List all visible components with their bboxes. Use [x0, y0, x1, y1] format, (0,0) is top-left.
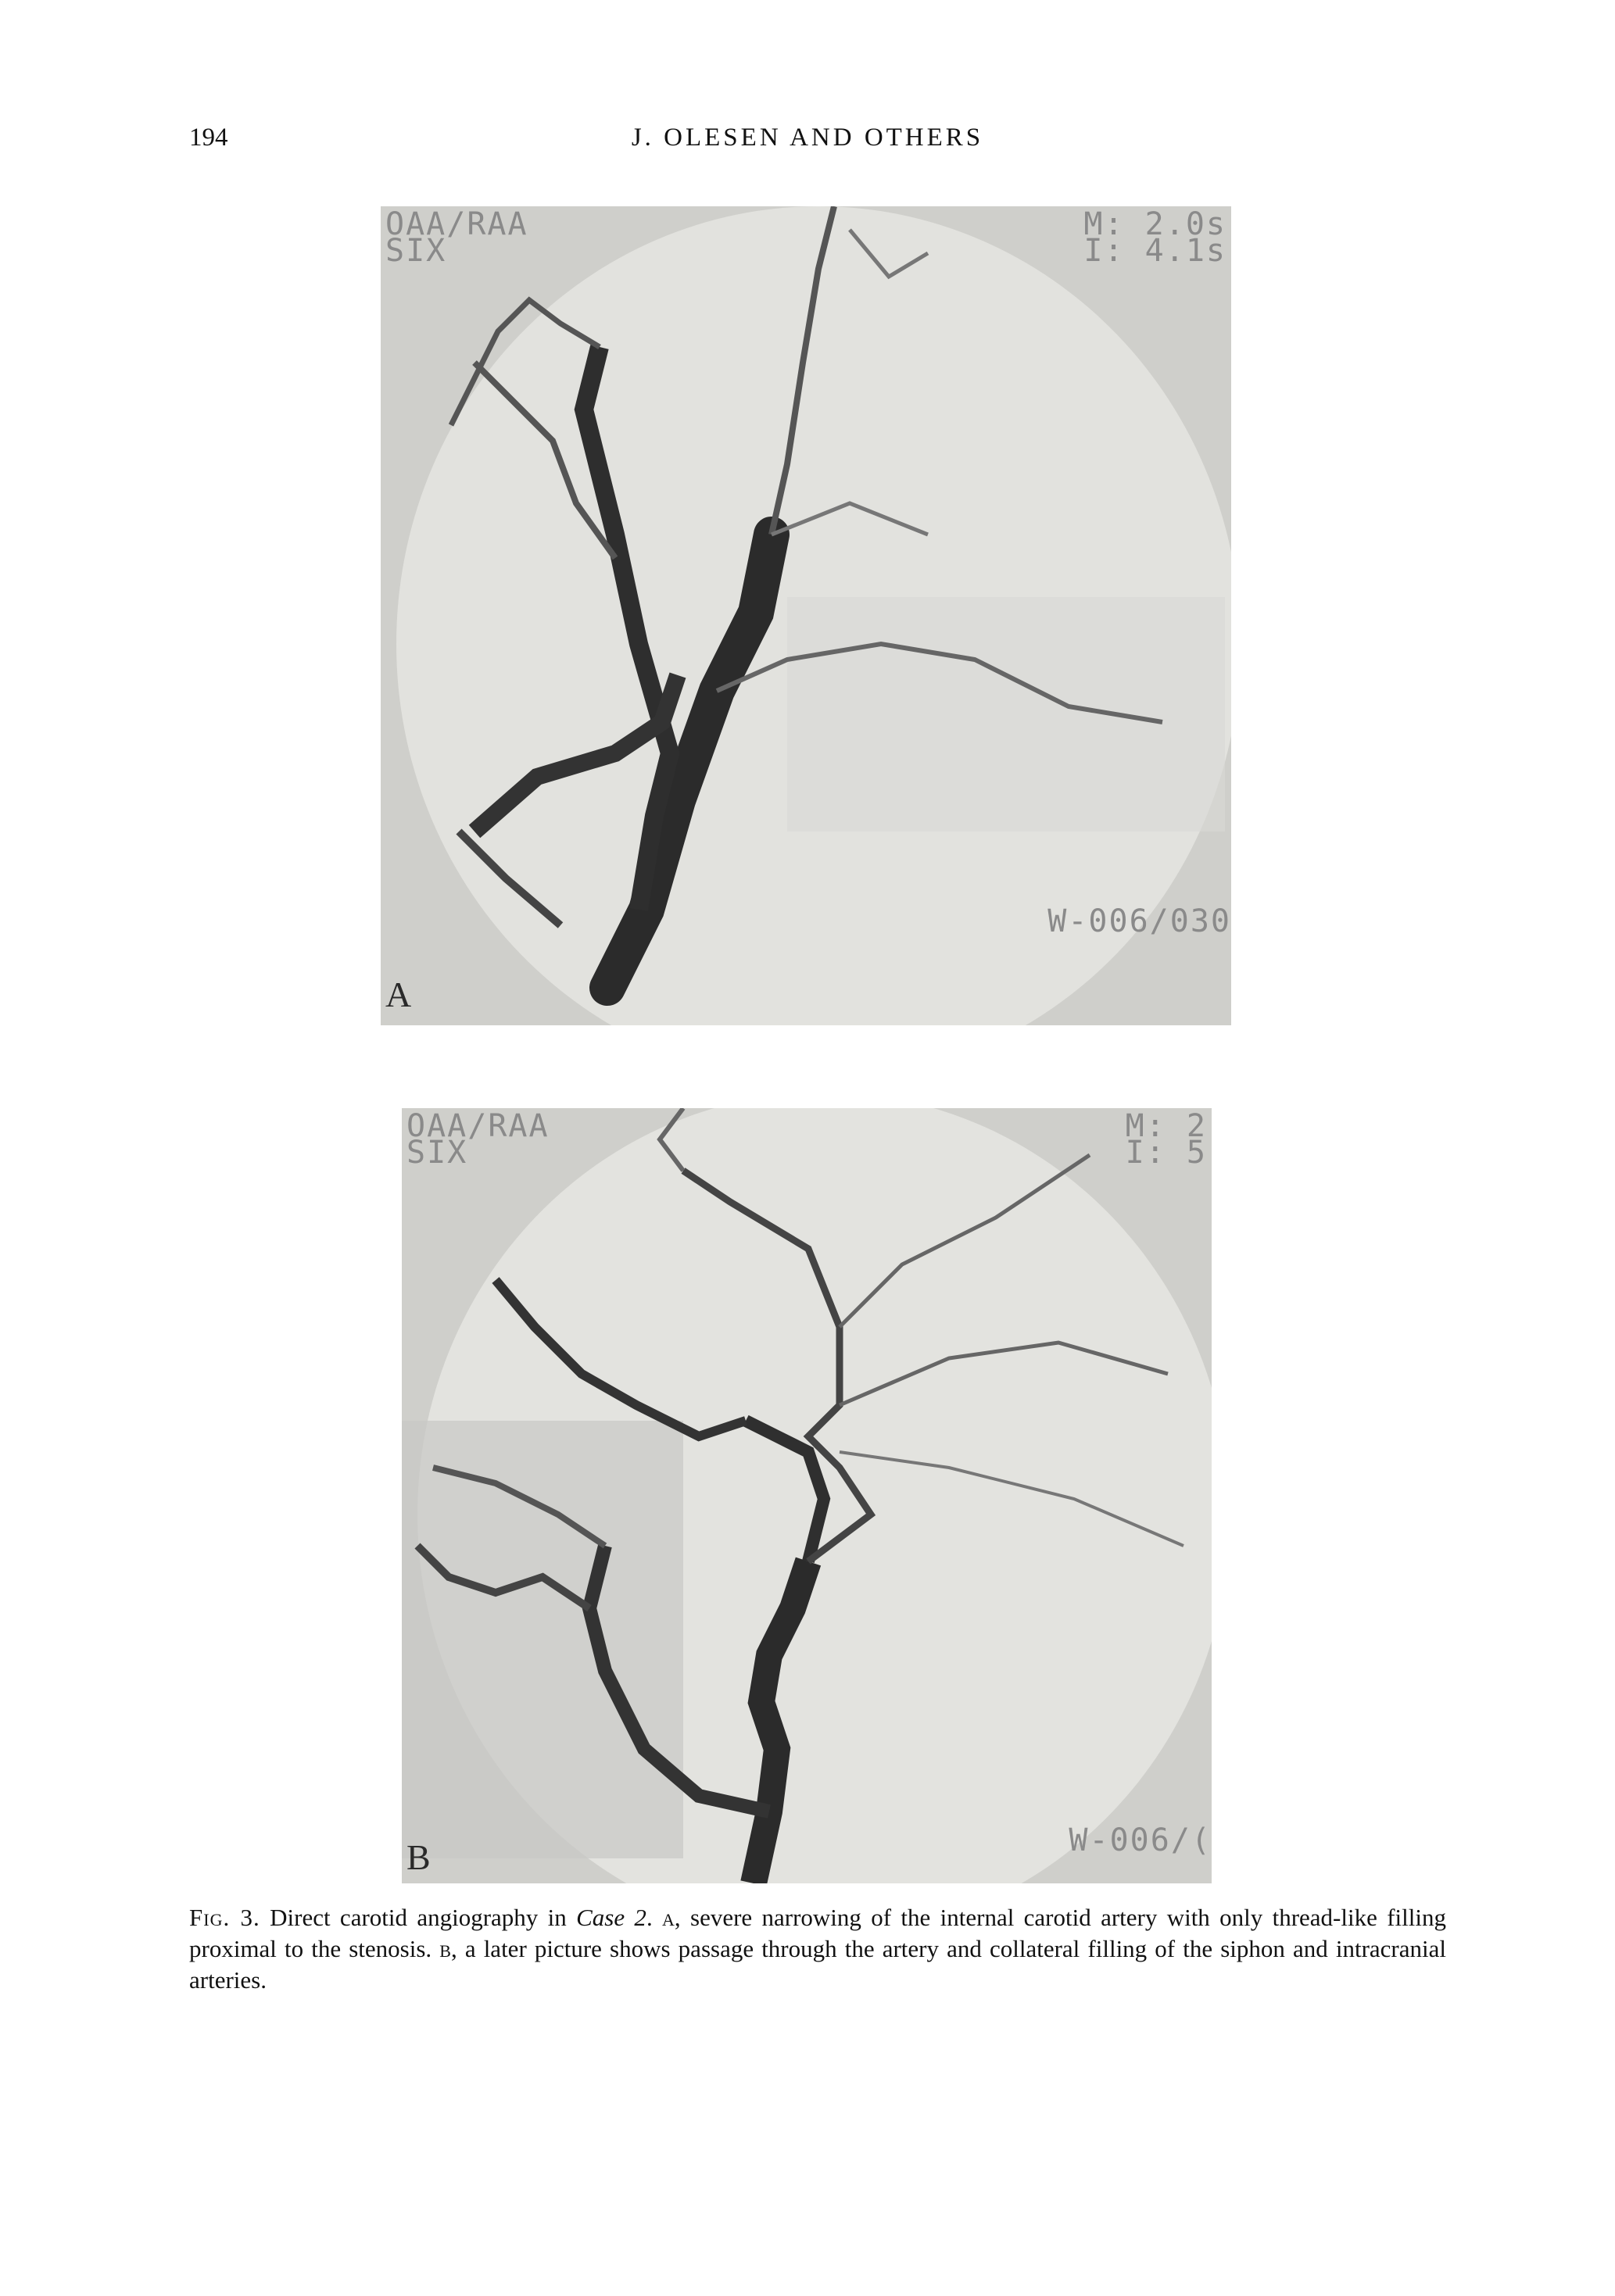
panel-letter-b: B [406, 1837, 431, 1877]
overlay-time-label: M: 2.0s I: 4.1s [1083, 206, 1226, 269]
overlay-view-label: OAA/RAA SIX [385, 206, 528, 269]
caption-text: , a later picture shows passage through the artery and collateral filling of the siphon and intracranial arteries. [189, 1935, 1446, 1994]
panel-letter-a: A [385, 975, 412, 1014]
running-title: J. OLESEN AND OTHERS [631, 123, 984, 152]
caption-text: Direct carotid angiography in [260, 1904, 577, 1931]
angiogram-b-image [402, 1108, 1212, 1883]
figure-label: Fig. 3. [189, 1904, 260, 1931]
overlay-window-label: W-006/030 [1047, 903, 1231, 939]
caption-text: , severe narrowing of the internal carotid artery with only thread-like filling proximal to the stenosis. [189, 1904, 1446, 1962]
angiogram-a-image [381, 206, 1231, 1025]
page-number: 194 [189, 123, 228, 152]
panel-marker-b: b [439, 1935, 451, 1962]
overlay-time-label: M: 2 I: 5 [1125, 1108, 1207, 1171]
case-reference: Case 2 [576, 1904, 646, 1931]
caption-text: . [646, 1904, 663, 1931]
panel-marker-a: a [662, 1904, 675, 1931]
angiogram-panel-b [402, 1108, 1212, 1883]
figure-caption [189, 1902, 1446, 1996]
overlay-window-label: W-006/( [1069, 1822, 1212, 1858]
angiogram-panel-a [381, 206, 1231, 1025]
overlay-view-label: OAA/RAA SIX [406, 1108, 550, 1171]
